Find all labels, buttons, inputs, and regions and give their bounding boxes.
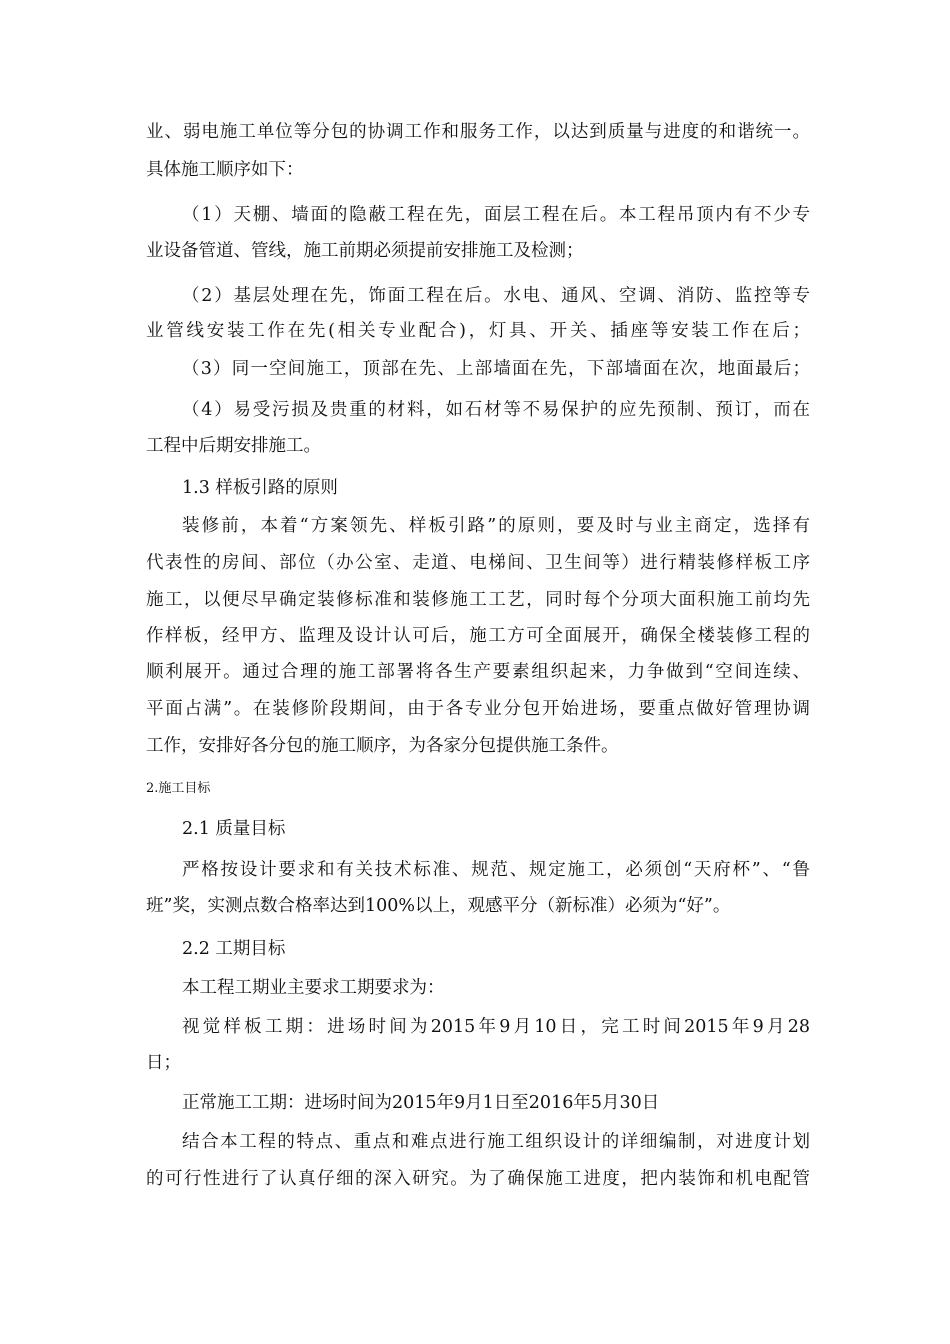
section-heading: 2.1 质量目标: [182, 819, 286, 839]
list-item-line: （3）同一空间施工，顶部在先、上部墙面在先，下部墙面在次，地面最后；: [182, 359, 810, 379]
list-item-line: （2）基层处理在先，饰面工程在后。水电、通风、空调、消防、监控等专: [182, 286, 810, 306]
list-item-line: 工程中后期安排施工。: [146, 436, 321, 456]
paragraph-line: 正常施工工期：进场时间为2015年9月1日至2016年5月30日: [182, 1093, 660, 1113]
paragraph-line: 日；: [146, 1053, 181, 1073]
paragraph-line: 代表性的房间、部位（办公室、走道、电梯间、卫生间等）进行精装修样板工序: [146, 553, 810, 573]
list-item-line: 业管线安装工作在先(相关专业配合)，灯具、开关、插座等安装工作在后；: [146, 321, 810, 341]
list-item-line: （4）易受污损及贵重的材料，如石材等不易保护的应先预制、预订，而在: [182, 400, 810, 420]
paragraph-line: 结合本工程的特点、重点和难点进行施工组织设计的详细编制，对进度计划: [182, 1132, 810, 1152]
paragraph-line: 严格按设计要求和有关技术标准、规范、规定施工，必须创“天府杯”、“鲁: [182, 860, 810, 880]
paragraph-line: 装修前，本着“方案领先、样板引路”的原则，要及时与业主商定，选择有: [182, 516, 810, 536]
paragraph-line: 具体施工顺序如下：: [146, 160, 304, 180]
list-item-line: 业设备管道、管线，施工前期必须提前安排施工及检测；: [146, 241, 584, 261]
section-heading: 1.3 样板引路的原则: [182, 478, 338, 498]
paragraph-line: 视觉样板工期：进场时间为2015年9月10日，完工时间2015年9月28: [182, 1017, 810, 1037]
paragraph-line: 平面占满”。在装修阶段期间，由于各专业分包开始进场，要重点做好管理协调: [146, 699, 810, 719]
paragraph-line: 的可行性进行了认真仔细的深入研究。为了确保施工进度，把内装饰和机电配管: [146, 1169, 810, 1189]
paragraph-line: 业、弱电施工单位等分包的协调工作和服务工作，以达到质量与进度的和谐统一。: [146, 122, 810, 142]
paragraph-line: 作样板，经甲方、监理及设计认可后，施工方可全面展开，确保全楼装修工程的: [146, 626, 810, 646]
list-item-line: （1）天棚、墙面的隐蔽工程在先，面层工程在后。本工程吊顶内有不少专: [182, 205, 810, 225]
chapter-heading: 2.施工目标: [146, 781, 211, 796]
paragraph-line: 班”奖，实测点数合格率达到100%以上，观感平分（新标准）必须为“好”。: [146, 896, 731, 916]
section-heading: 2.2 工期目标: [182, 939, 286, 959]
paragraph-line: 本工程工期业主要求工期要求为：: [182, 978, 445, 998]
paragraph-line: 工作，安排好各分包的施工顺序，为各家分包提供施工条件。: [146, 736, 619, 756]
paragraph-line: 施工，以便尽早确定装修标准和装修施工工艺，同时每个分项大面积施工前均先: [146, 590, 810, 610]
paragraph-line: 顺利展开。通过合理的施工部署将各生产要素组织起来，力争做到“空间连续、: [146, 662, 810, 682]
